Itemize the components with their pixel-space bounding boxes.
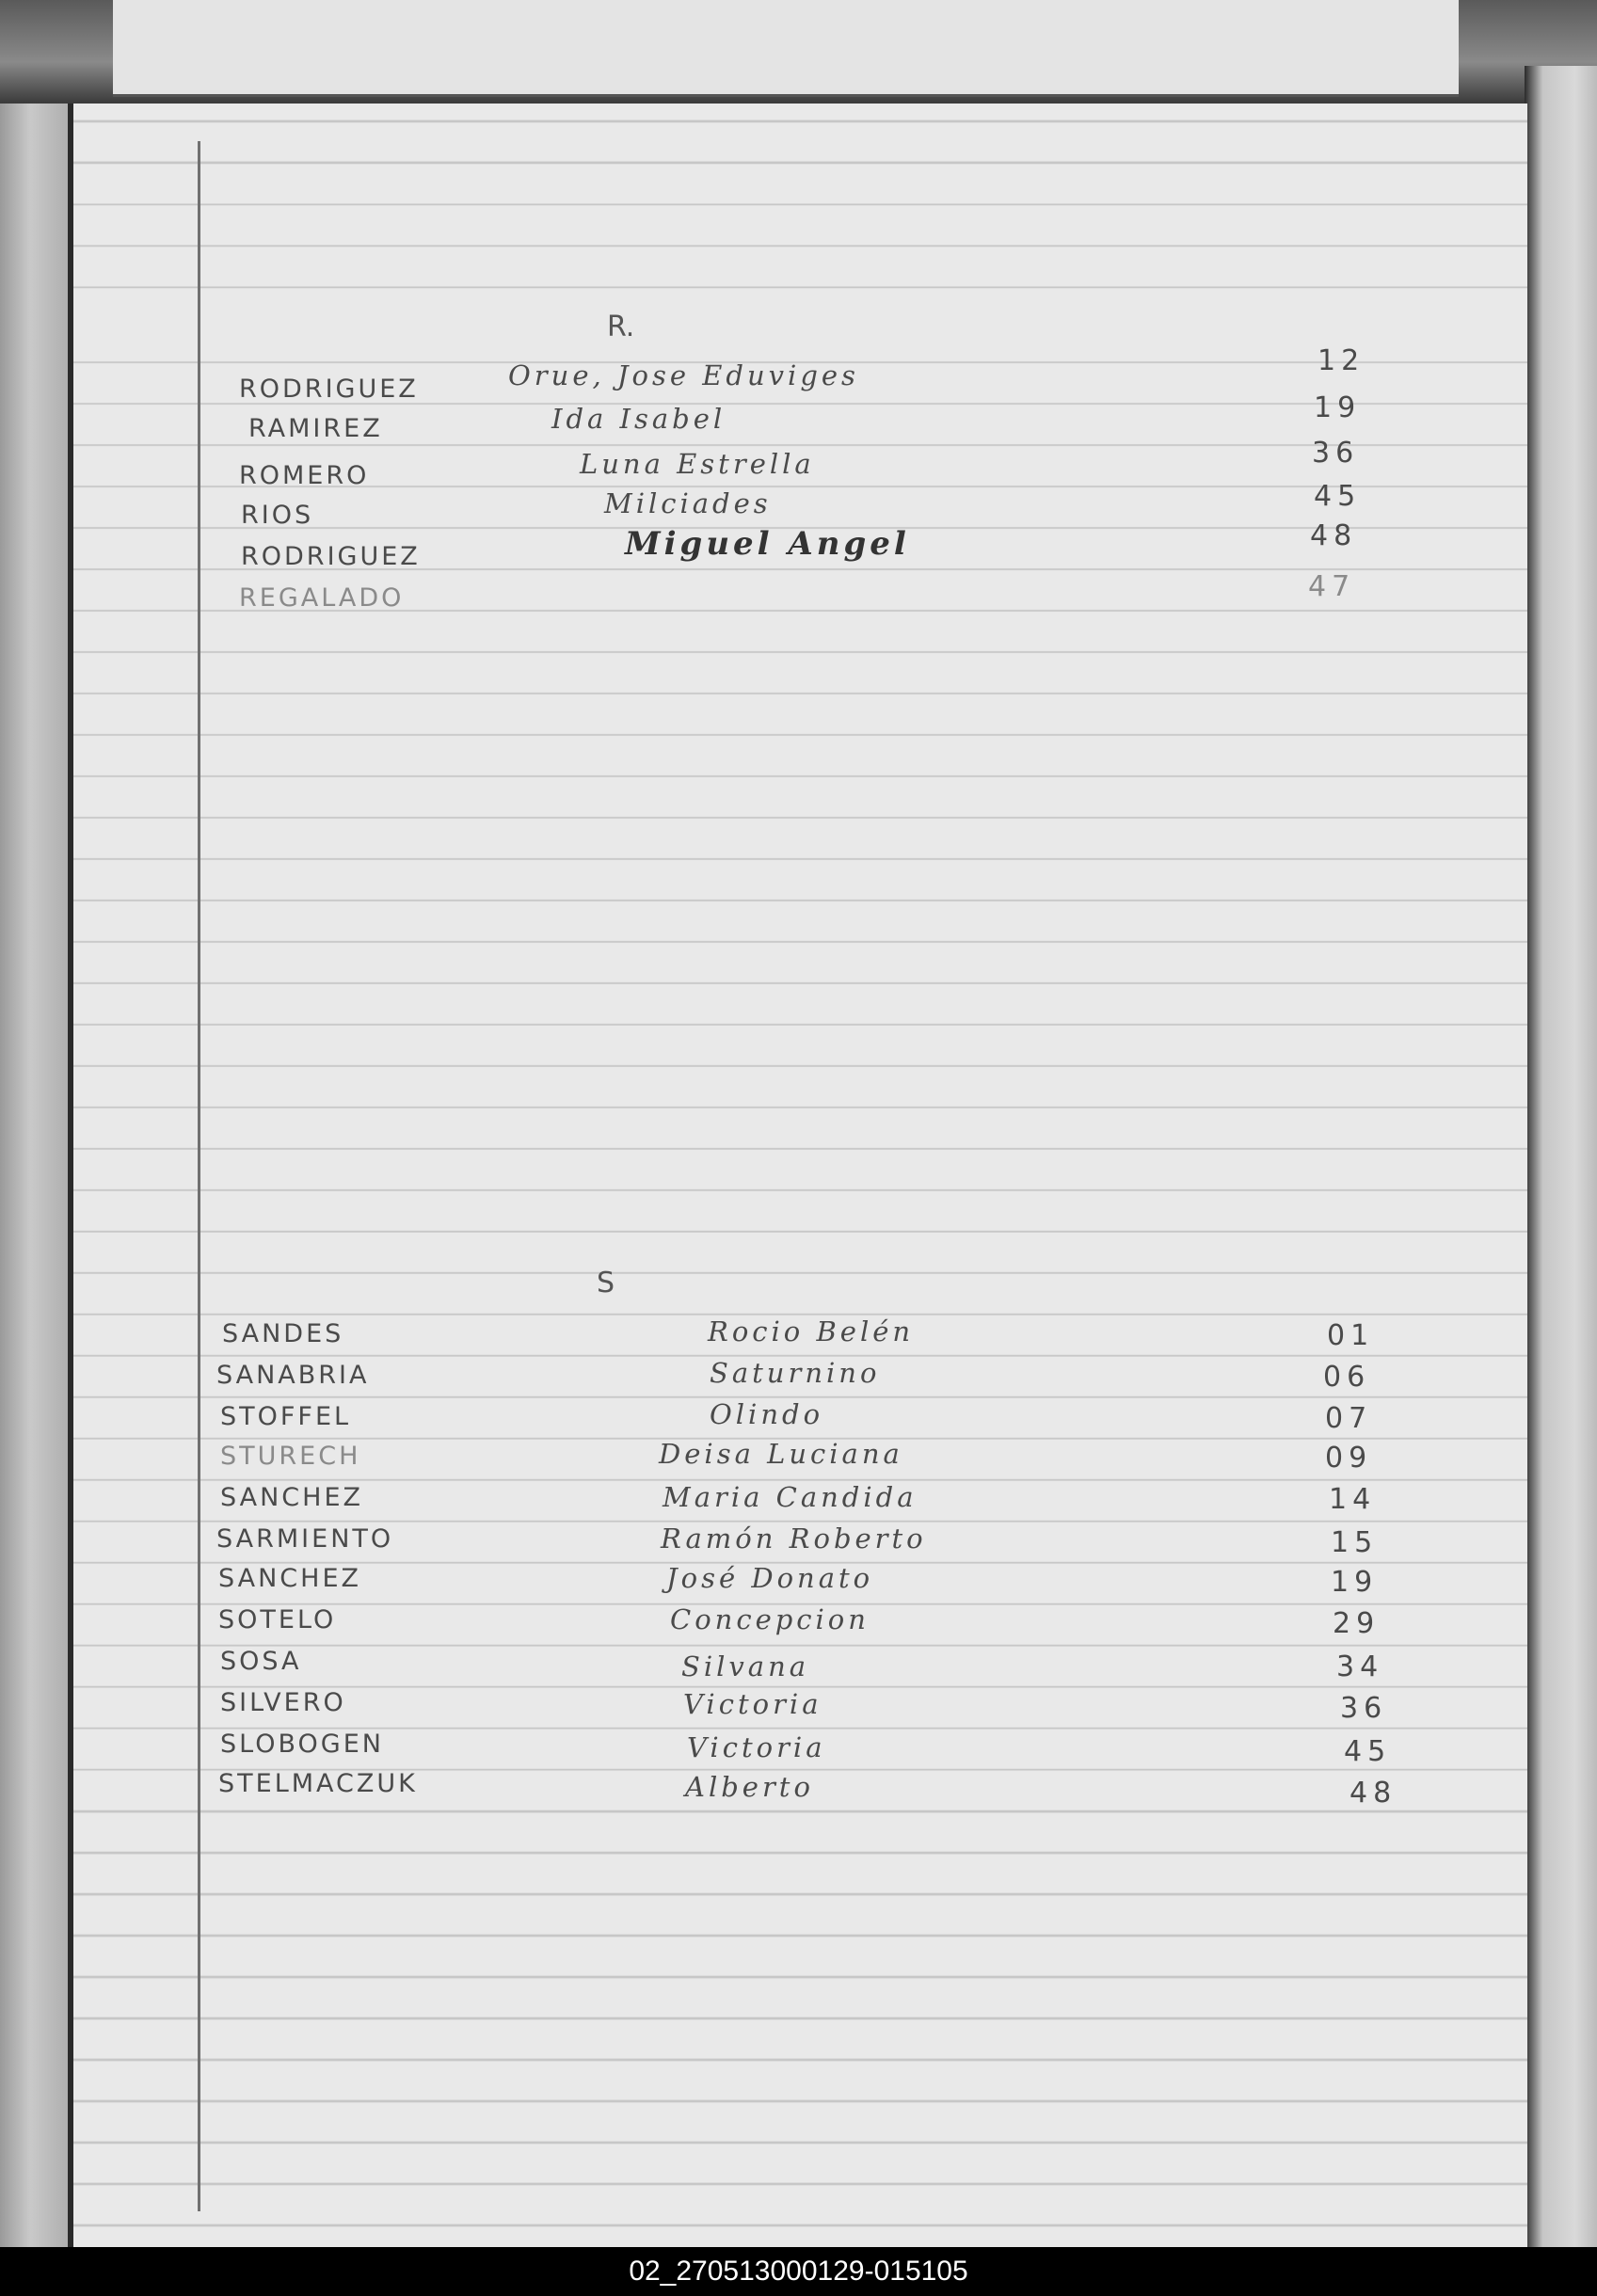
list-item: [73, 1641, 1527, 1682]
entry-number: 34: [1336, 1650, 1384, 1683]
section-letter-s: S: [597, 1267, 615, 1299]
entry-number: 15: [1331, 1526, 1379, 1559]
surname: SARMIENTO: [216, 1524, 394, 1554]
given-names: Concepcion: [670, 1603, 870, 1635]
list-item: [73, 1517, 1527, 1558]
list-item: [73, 1765, 1527, 1810]
left-page-edge: [0, 104, 75, 2249]
given-names: Milciades: [604, 487, 772, 519]
given-names: Ramón Roberto: [661, 1523, 927, 1555]
surname: SANCHEZ: [220, 1483, 364, 1512]
surname: STELMACZUK: [218, 1769, 418, 1798]
surname: SILVERO: [220, 1688, 346, 1717]
surname: RAMIREZ: [248, 414, 383, 443]
surname: SANABRIA: [216, 1361, 370, 1390]
given-names: Victoria: [687, 1731, 826, 1763]
list-item: [73, 570, 1527, 612]
given-names: Victoria: [683, 1688, 822, 1720]
given-names: Luna Estrella: [580, 448, 815, 480]
entry-number: 19: [1331, 1566, 1379, 1599]
list-item: [73, 1434, 1527, 1475]
entry-number: 47: [1308, 570, 1356, 603]
surname: RIOS: [241, 501, 314, 530]
surname: SOSA: [220, 1647, 302, 1676]
entry-number: 36: [1340, 1692, 1388, 1725]
entry-number: 12: [1318, 344, 1365, 377]
surname: RODRIGUEZ: [241, 542, 421, 571]
entry-number: 48: [1310, 519, 1358, 552]
surname: STURECH: [220, 1442, 361, 1471]
list-item: [73, 519, 1527, 571]
given-names: Maria Candida: [663, 1481, 918, 1513]
entry-number: 07: [1325, 1402, 1373, 1435]
given-names: Orue, Jose Eduviges: [508, 359, 859, 391]
list-item: [73, 1682, 1527, 1724]
entry-number: 45: [1344, 1735, 1392, 1768]
entry-number: 09: [1325, 1442, 1373, 1475]
surname: SANCHEZ: [218, 1564, 362, 1593]
list-item: [73, 1724, 1527, 1768]
entry-number: 14: [1329, 1483, 1377, 1516]
given-names: Rocio Belén: [708, 1315, 915, 1347]
entry-number: 45: [1314, 480, 1362, 513]
surname: ROMERO: [239, 461, 370, 490]
surname: RODRIGUEZ: [239, 375, 419, 404]
entry-number: 48: [1349, 1777, 1397, 1810]
surname: REGALADO: [239, 583, 405, 613]
list-item: [73, 344, 1527, 408]
surname: SLOBOGEN: [220, 1730, 384, 1759]
given-names: Alberto: [685, 1771, 814, 1803]
list-item: [73, 1600, 1527, 1641]
entry-number: 01: [1327, 1319, 1375, 1352]
given-names: Silvana: [681, 1650, 810, 1682]
given-names: Miguel Angel: [625, 525, 910, 563]
list-item: [73, 1558, 1527, 1600]
given-names: Deisa Luciana: [659, 1438, 903, 1470]
entry-number: 19: [1314, 391, 1362, 424]
list-item: [73, 1310, 1527, 1351]
given-names: Olindo: [710, 1398, 824, 1430]
entry-number: 06: [1323, 1361, 1371, 1394]
right-page-edge: [1525, 66, 1597, 2249]
section-letter-r: R.: [607, 311, 635, 343]
given-names: José Donato: [666, 1562, 874, 1594]
notebook-page: [73, 104, 1527, 2249]
list-item: [73, 1393, 1527, 1434]
given-names: Saturnino: [710, 1357, 881, 1389]
given-names: Ida Isabel: [551, 403, 727, 435]
list-item: [73, 1475, 1527, 1517]
entry-number: 29: [1333, 1607, 1381, 1640]
list-item: [73, 391, 1527, 450]
list-item: [73, 1351, 1527, 1393]
surname: SANDES: [222, 1319, 344, 1348]
image-id-footer: 02_270513000129-015105: [0, 2247, 1597, 2296]
torn-paper-edge: [113, 0, 1459, 97]
surname: SOTELO: [218, 1605, 337, 1634]
list-item: [73, 437, 1527, 490]
surname: STOFFEL: [220, 1402, 352, 1431]
entry-number: 36: [1312, 437, 1360, 470]
